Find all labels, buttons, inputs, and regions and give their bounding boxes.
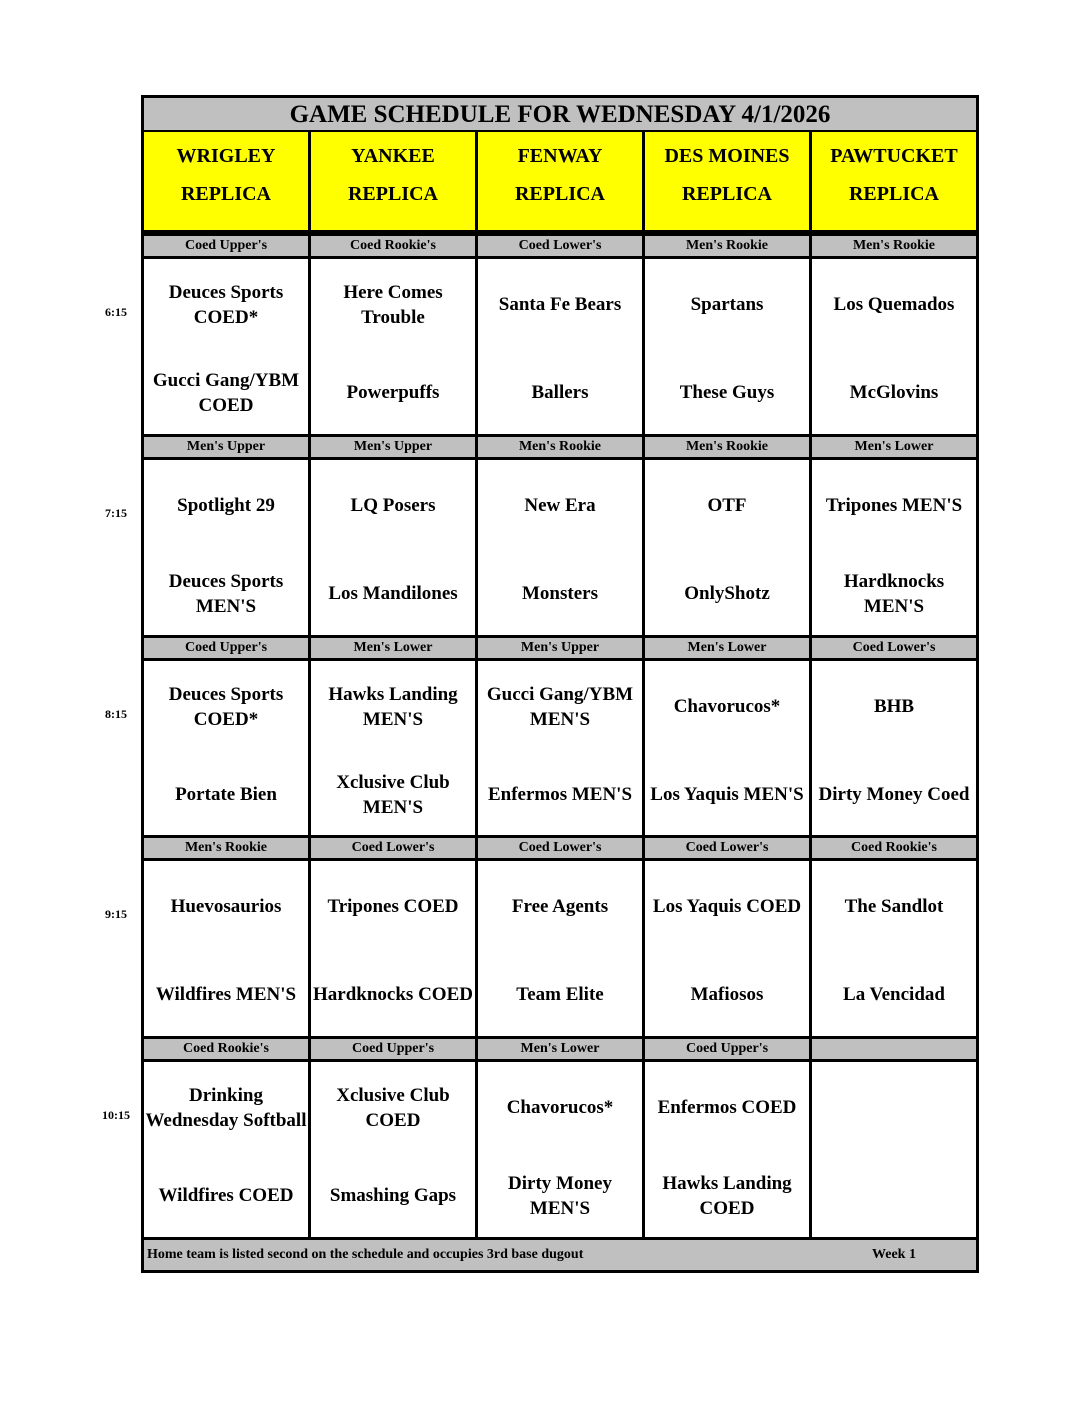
home-team: McGlovins (849, 382, 939, 403)
home-team: Dirty Money MEN'S (508, 1172, 612, 1219)
field-name: DES MOINES (664, 145, 790, 167)
away-team: Los Quemados (833, 294, 955, 315)
field-name: YANKEE (351, 145, 435, 167)
division-label: Men's Lower (478, 1039, 642, 1059)
field-name: PAWTUCKET (830, 145, 958, 167)
division-label: Coed Upper's (144, 236, 308, 256)
away-team: Here Comes Trouble (343, 281, 443, 328)
away-team: The Sandlot (844, 896, 944, 917)
division-label: Coed Rookie's (144, 1039, 308, 1059)
division-label: Men's Upper (478, 638, 642, 658)
home-team: Ballers (531, 382, 589, 403)
home-team: Portate Bien (175, 784, 277, 805)
game-cell (478, 259, 642, 434)
division-row (144, 233, 976, 259)
field-subtitle: REPLICA (180, 183, 271, 205)
away-team: Enfermos COED (657, 1097, 797, 1118)
away-team: Santa Fe Bears (498, 294, 622, 315)
home-team: Xclusive Club MEN'S (336, 771, 450, 818)
slot-time: 9:15 (105, 907, 127, 921)
home-team: Team Elite (516, 984, 604, 1005)
time-slot (144, 259, 976, 434)
home-team: Hardknocks COED (313, 984, 473, 1005)
field-subtitle: REPLICA (848, 183, 939, 205)
field-header (311, 132, 475, 230)
division-label: Coed Upper's (645, 1039, 809, 1059)
home-team: Wildfires MEN'S (155, 984, 297, 1005)
game-cell (311, 861, 475, 1036)
home-team: These Guys (679, 382, 775, 403)
game-cell (812, 661, 976, 836)
home-team: OnlyShotz (684, 583, 770, 604)
page-title: GAME SCHEDULE FOR WEDNESDAY 4/1/2026 (144, 98, 976, 132)
division-label: Men's Upper (144, 437, 308, 457)
division-label: Coed Lower's (311, 838, 475, 858)
game-cell (478, 661, 642, 836)
away-team: Chavorucos* (673, 696, 781, 717)
division-label: Men's Rookie (478, 437, 642, 457)
home-team: Gucci Gang/YBM COED (152, 369, 300, 416)
schedule-table (141, 95, 979, 1273)
division-row (144, 635, 976, 661)
game-cell (812, 259, 976, 434)
division-label: Coed Lower's (812, 638, 976, 658)
away-team: BHB (873, 696, 915, 717)
away-team: Tripones MEN'S (825, 495, 963, 516)
game-cell (645, 661, 809, 836)
field-header (812, 132, 976, 230)
field-header (478, 132, 642, 230)
slot-time: 10:15 (102, 1108, 130, 1122)
away-team: Spotlight 29 (177, 495, 275, 516)
time-slot (144, 661, 976, 836)
game-cell (144, 259, 308, 434)
division-label: Coed Lower's (478, 838, 642, 858)
home-team (812, 1158, 976, 1233)
slot-time: 7:15 (105, 506, 127, 520)
away-team: Free Agents (511, 896, 609, 917)
away-team: Gucci Gang/YBM MEN'S (486, 683, 634, 730)
game-cell (311, 661, 475, 836)
division-label: Coed Rookie's (812, 838, 976, 858)
game-cell (812, 460, 976, 635)
field-name: WRIGLEY (176, 145, 276, 167)
footer-note: Home team is listed second on the schedule and occupies 3rd base dugout (147, 1247, 584, 1262)
game-cell (812, 861, 976, 1036)
home-team: Deuces Sports MEN'S (168, 570, 284, 617)
game-cell (812, 1062, 976, 1237)
away-team: Deuces Sports COED* (168, 281, 284, 328)
division-row (144, 434, 976, 460)
game-cell (144, 1062, 308, 1237)
game-cell (311, 1062, 475, 1237)
division-label: Men's Rookie (144, 838, 308, 858)
division-label: Men's Lower (311, 638, 475, 658)
field-subtitle: REPLICA (681, 183, 772, 205)
division-label (812, 1039, 976, 1059)
field-name: FENWAY (517, 145, 603, 167)
home-team: Hawks Landing COED (662, 1172, 792, 1219)
division-label: Men's Rookie (645, 236, 809, 256)
slot-time: 6:15 (105, 305, 127, 319)
game-cell (645, 259, 809, 434)
home-team: Hardknocks MEN'S (843, 570, 945, 617)
division-label: Men's Lower (645, 638, 809, 658)
game-cell (144, 661, 308, 836)
home-team: Los Mandilones (328, 583, 458, 604)
home-team: La Vencidad (843, 984, 945, 1005)
game-cell (478, 861, 642, 1036)
division-label: Men's Lower (812, 437, 976, 457)
division-row (144, 1036, 976, 1062)
home-team: Los Yaquis MEN'S (650, 784, 804, 805)
division-label: Men's Rookie (645, 437, 809, 457)
away-team: New Era (524, 495, 596, 516)
away-team: LQ Posers (350, 495, 436, 516)
field-header (645, 132, 809, 230)
away-team: Spartans (690, 294, 764, 315)
field-header-row (144, 132, 976, 233)
division-label: Coed Lower's (478, 236, 642, 256)
home-team: Smashing Gaps (329, 1185, 457, 1206)
away-team (812, 1070, 976, 1145)
division-label: Men's Upper (311, 437, 475, 457)
game-cell (144, 861, 308, 1036)
home-team: Monsters (522, 583, 598, 604)
field-header (144, 132, 308, 230)
game-cell (478, 1062, 642, 1237)
division-label: Coed Rookie's (311, 236, 475, 256)
game-cell (645, 460, 809, 635)
time-slot (144, 460, 976, 635)
week-label: Week 1 (872, 1247, 916, 1262)
game-cell (311, 259, 475, 434)
division-label: Men's Rookie (812, 236, 976, 256)
away-team: Tripones COED (327, 896, 459, 917)
home-team: Dirty Money Coed (818, 784, 970, 805)
away-team: Drinking Wednesday Softball (145, 1084, 307, 1131)
field-subtitle: REPLICA (347, 183, 438, 205)
away-team: Huevosaurios (170, 896, 282, 917)
division-label: Coed Upper's (311, 1039, 475, 1059)
game-cell (645, 861, 809, 1036)
away-team: Los Yaquis COED (652, 896, 802, 917)
away-team: Chavorucos* (506, 1097, 614, 1118)
away-team: Hawks Landing MEN'S (328, 683, 458, 730)
footer-bar (144, 1237, 976, 1270)
field-subtitle: REPLICA (514, 183, 605, 205)
time-slot (144, 861, 976, 1036)
time-slot (144, 1062, 976, 1237)
home-team: Enfermos MEN'S (487, 784, 633, 805)
home-team: Mafiosos (690, 984, 764, 1005)
game-cell (645, 1062, 809, 1237)
division-label: Coed Upper's (144, 638, 308, 658)
home-team: Powerpuffs (346, 382, 440, 403)
away-team: Xclusive Club COED (336, 1084, 450, 1131)
game-cell (478, 460, 642, 635)
division-label: Coed Lower's (645, 838, 809, 858)
game-cell (311, 460, 475, 635)
slot-time: 8:15 (105, 707, 127, 721)
division-row (144, 835, 976, 861)
away-team: Deuces Sports COED* (168, 683, 284, 730)
home-team: Wildfires COED (158, 1185, 294, 1206)
away-team: OTF (707, 495, 747, 516)
game-cell (144, 460, 308, 635)
